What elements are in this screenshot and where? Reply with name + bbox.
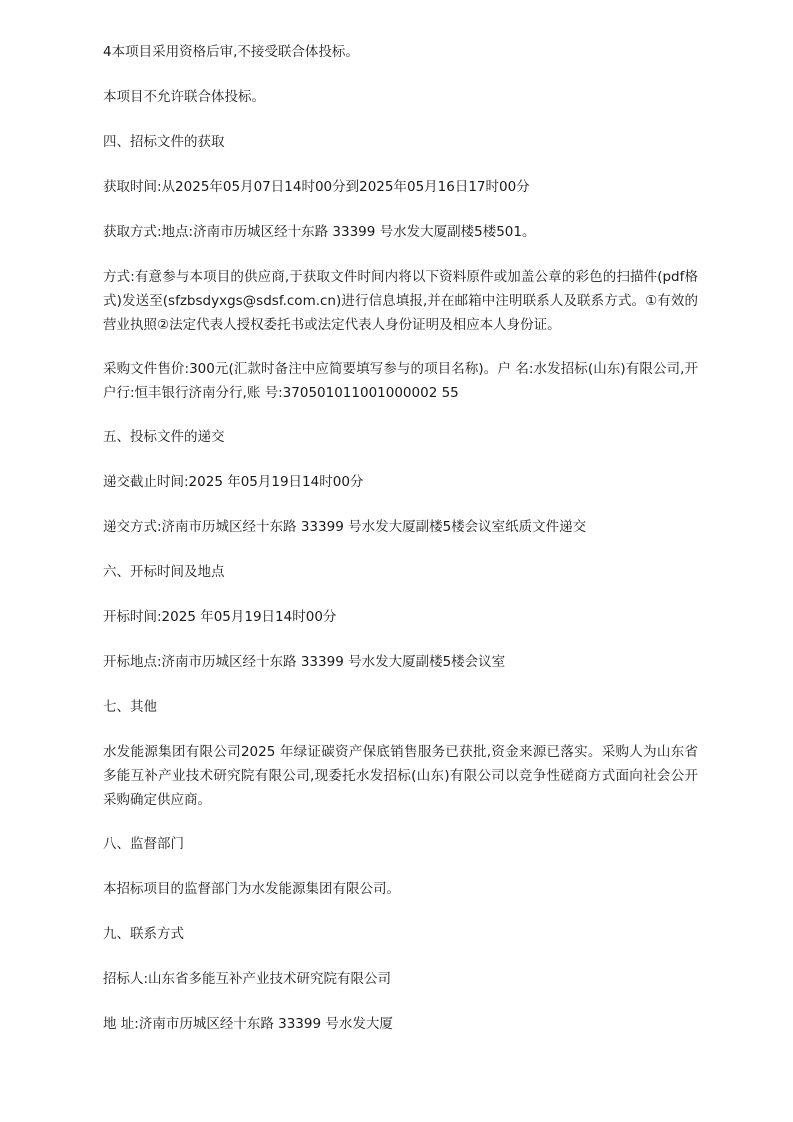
paragraph-qualification-review: 4本项目采用资格后审,不接受联合体投标。 [103,44,359,60]
paragraph-opening-time: 开标时间:2025 年05月19日14时00分 [103,609,337,625]
paragraph-opening-location: 开标地点:济南市历城区经十东路 33399 号水发大厦副楼5楼会议室 [103,654,506,670]
paragraph-submission-method: 递交方式:济南市历城区经十东路 33399 号水发大厦副楼5楼会议室纸质文件递交 [103,519,587,535]
section-heading-obtain-documents: 四、招标文件的获取 [103,134,225,150]
paragraph-document-price: 采购文件售价:300元(汇款时备注中应简要填写参与的项目名称)。户 名:水发招标(山东)有限公司,开户行:恒丰银行济南分行,账 号:370501011001000002 55 [103,361,698,401]
paragraph-obtain-location: 获取方式:地点:济南市历城区经十东路 33399 号水发大厦副楼5楼501。 [103,224,536,240]
paragraph-obtain-method: 方式:有意参与本项目的供应商,于获取文件时间内将以下资料原件或加盖公章的彩色的扫描件(pdf格式)发送至(sfzbsdyxgs@sdsf.com.cn)进行信息填报,并在邮箱中注明联系人及联系方式。①有效的营业执照②法定代表人授权委托书或法定代表人身份证明及相应本人身份证。 [103,269,698,333]
section-heading-other: 七、其他 [103,699,157,715]
paragraph-obtain-time: 获取时间:从2025年05月07日14时00分到2025年05月16日17时00分 [103,179,530,195]
section-heading-contact: 九、联系方式 [103,926,184,942]
paragraph-address: 地 址:济南市历城区经十东路 33399 号水发大厦 [103,1016,393,1032]
paragraph-other-details: 水发能源集团有限公司2025 年绿证碳资产保底销售服务已获批,资金来源已落实。采购人为山东省多能互补产业技术研究院有限公司,现委托水发招标(山东)有限公司以竞争性磋商方式面向社会公开采购确定供应商。 [103,744,698,808]
section-heading-bid-submission: 五、投标文件的递交 [103,429,225,445]
paragraph-tenderer: 招标人:山东省多能互补产业技术研究院有限公司 [103,971,392,987]
paragraph-no-consortium: 本项目不允许联合体投标。 [103,89,265,105]
paragraph-supervision-department: 本招标项目的监督部门为水发能源集团有限公司。 [103,881,400,897]
section-heading-bid-opening: 六、开标时间及地点 [103,564,225,580]
section-heading-supervision: 八、监督部门 [103,836,184,852]
paragraph-submission-deadline: 递交截止时间:2025 年05月19日14时00分 [103,474,364,490]
